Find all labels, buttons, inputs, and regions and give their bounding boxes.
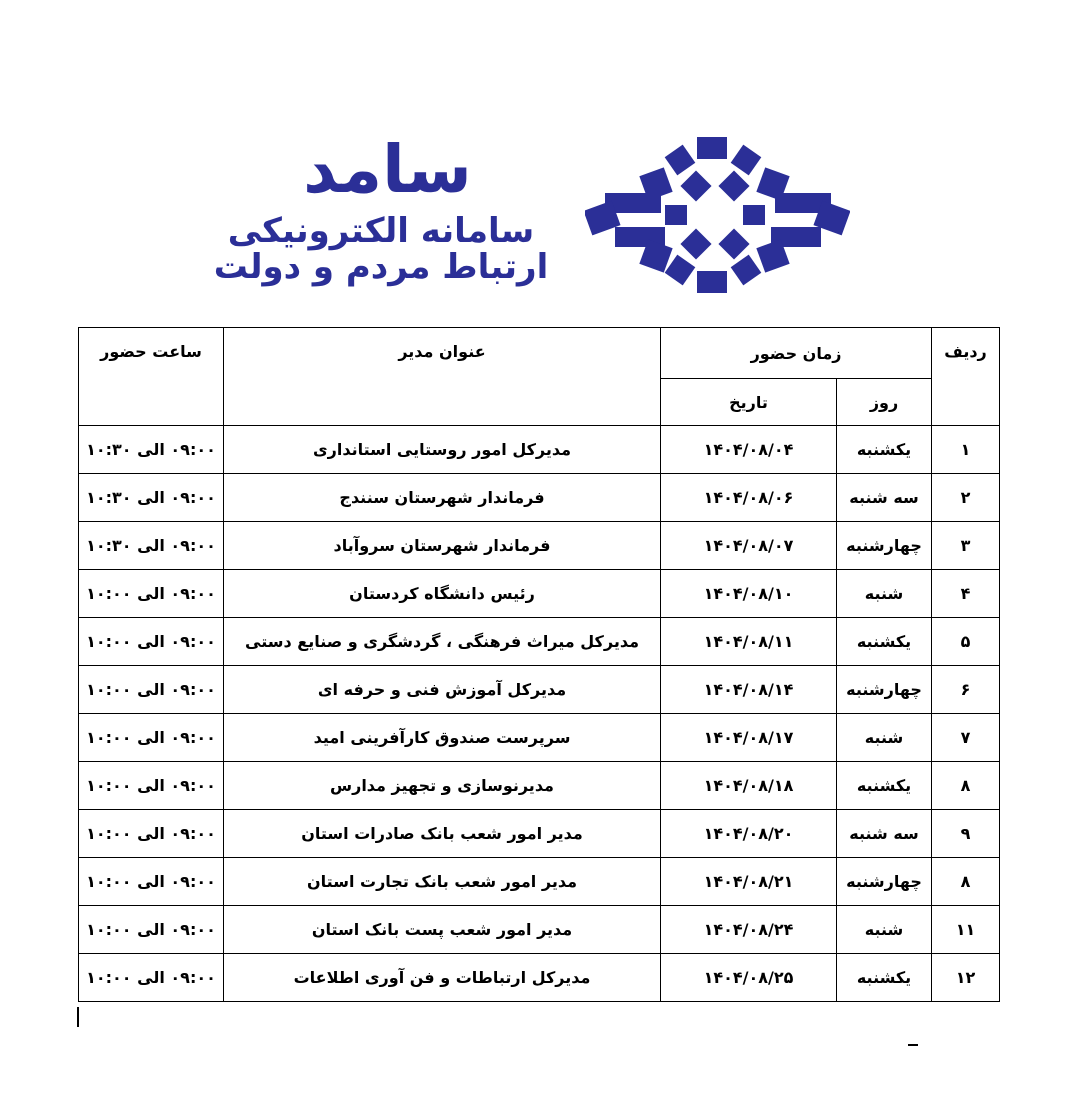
table-row [79,618,1000,666]
cell-tarikh: ۱۴۰۴/۰۸/۰۴ [661,426,837,474]
cell-rooz: یکشنبه [837,426,932,474]
page-dash-mark [908,1044,918,1046]
cell-rooz: یکشنبه [837,954,932,1002]
cell-tarikh: ۱۴۰۴/۰۸/۰۶ [661,474,837,522]
table-row [79,810,1000,858]
cell-rooz: شنبه [837,714,932,762]
cell-saat: ۰۹:۰۰ الی ۱۰:۰۰ [79,954,224,1002]
cell-radif: ۳ [932,522,1000,570]
cell-tarikh: ۱۴۰۴/۰۸/۱۸ [661,762,837,810]
cell-tarikh: ۱۴۰۴/۰۸/۱۱ [661,618,837,666]
cell-onvan: فرماندار شهرستان سروآباد [224,522,661,570]
schedule-table-wrapper [78,327,999,1002]
table-row [79,666,1000,714]
cell-radif: ۴ [932,570,1000,618]
cell-onvan: مدیرکل میراث فرهنگی ، گردشگری و صنایع دستی [224,618,661,666]
cell-saat: ۰۹:۰۰ الی ۱۰:۰۰ [79,618,224,666]
cell-tarikh: ۱۴۰۴/۰۸/۲۴ [661,906,837,954]
logo-wordmark: سامد [303,131,472,208]
cell-tarikh: ۱۴۰۴/۰۸/۱۰ [661,570,837,618]
cell-rooz: سه شنبه [837,810,932,858]
cell-rooz: چهارشنبه [837,666,932,714]
cell-onvan: مدیرکل امور روستایی استانداری [224,426,661,474]
cell-radif: ۸ [932,858,1000,906]
cell-tarikh: ۱۴۰۴/۰۸/۲۱ [661,858,837,906]
cell-radif: ۵ [932,618,1000,666]
cell-tarikh: ۱۴۰۴/۰۸/۰۷ [661,522,837,570]
header-zaman: زمان حضور [661,328,932,379]
cell-onvan: فرماندار شهرستان سنندج [224,474,661,522]
table-row [79,762,1000,810]
header-tarikh: تاریخ [661,379,837,426]
table-row [79,906,1000,954]
header-saat: ساعت حضور [79,328,224,426]
cell-saat: ۰۹:۰۰ الی ۱۰:۳۰ [79,474,224,522]
logo-subtitle-line1: سامانه الکترونیکی [227,211,535,251]
cell-radif: ۹ [932,810,1000,858]
table-row [79,954,1000,1002]
samad-logo [185,131,850,295]
logo-subtitle-line2: ارتباط مردم و دولت [213,247,549,287]
cell-saat: ۰۹:۰۰ الی ۱۰:۰۰ [79,906,224,954]
cell-onvan: مدیر امور شعب پست بانک استان [224,906,661,954]
cell-saat: ۰۹:۰۰ الی ۱۰:۰۰ [79,810,224,858]
header-onvan: عنوان مدیر [224,328,661,426]
table-row [79,474,1000,522]
cell-saat: ۰۹:۰۰ الی ۱۰:۰۰ [79,570,224,618]
cell-radif: ۲ [932,474,1000,522]
cell-rooz: یکشنبه [837,618,932,666]
cell-onvan: رئیس دانشگاه کردستان [224,570,661,618]
cell-radif: ۶ [932,666,1000,714]
cell-onvan: مدیرکل آموزش فنی و حرفه ای [224,666,661,714]
cell-rooz: شنبه [837,570,932,618]
cell-rooz: شنبه [837,906,932,954]
cell-tarikh: ۱۴۰۴/۰۸/۱۴ [661,666,837,714]
cell-rooz: سه شنبه [837,474,932,522]
header-radif: ردیف [932,328,1000,426]
cell-rooz: چهارشنبه [837,522,932,570]
table-row [79,714,1000,762]
cell-rooz: یکشنبه [837,762,932,810]
cell-saat: ۰۹:۰۰ الی ۱۰:۰۰ [79,858,224,906]
cell-saat: ۰۹:۰۰ الی ۱۰:۰۰ [79,714,224,762]
cell-onvan: مدیر امور شعب بانک صادرات استان [224,810,661,858]
table-edge-line [77,1007,79,1027]
cell-radif: ۱۲ [932,954,1000,1002]
logo-emblem-icon [585,135,850,295]
cell-saat: ۰۹:۰۰ الی ۱۰:۳۰ [79,522,224,570]
table-row [79,426,1000,474]
cell-saat: ۰۹:۰۰ الی ۱۰:۳۰ [79,426,224,474]
cell-tarikh: ۱۴۰۴/۰۸/۱۷ [661,714,837,762]
header-rooz: روز [837,379,932,426]
cell-saat: ۰۹:۰۰ الی ۱۰:۰۰ [79,762,224,810]
cell-onvan: مدیرنوسازی و تجهیز مدارس [224,762,661,810]
cell-radif: ۸ [932,762,1000,810]
table-row [79,858,1000,906]
cell-onvan: مدیرکل ارتباطات و فن آوری اطلاعات [224,954,661,1002]
cell-rooz: چهارشنبه [837,858,932,906]
cell-radif: ۱ [932,426,1000,474]
cell-tarikh: ۱۴۰۴/۰۸/۲۵ [661,954,837,1002]
cell-radif: ۷ [932,714,1000,762]
cell-onvan: سرپرست صندوق کارآفرینی امید [224,714,661,762]
cell-saat: ۰۹:۰۰ الی ۱۰:۰۰ [79,666,224,714]
cell-onvan: مدیر امور شعب بانک تجارت استان [224,858,661,906]
schedule-table [78,327,1000,1002]
table-row [79,570,1000,618]
cell-tarikh: ۱۴۰۴/۰۸/۲۰ [661,810,837,858]
table-row [79,522,1000,570]
cell-radif: ۱۱ [932,906,1000,954]
